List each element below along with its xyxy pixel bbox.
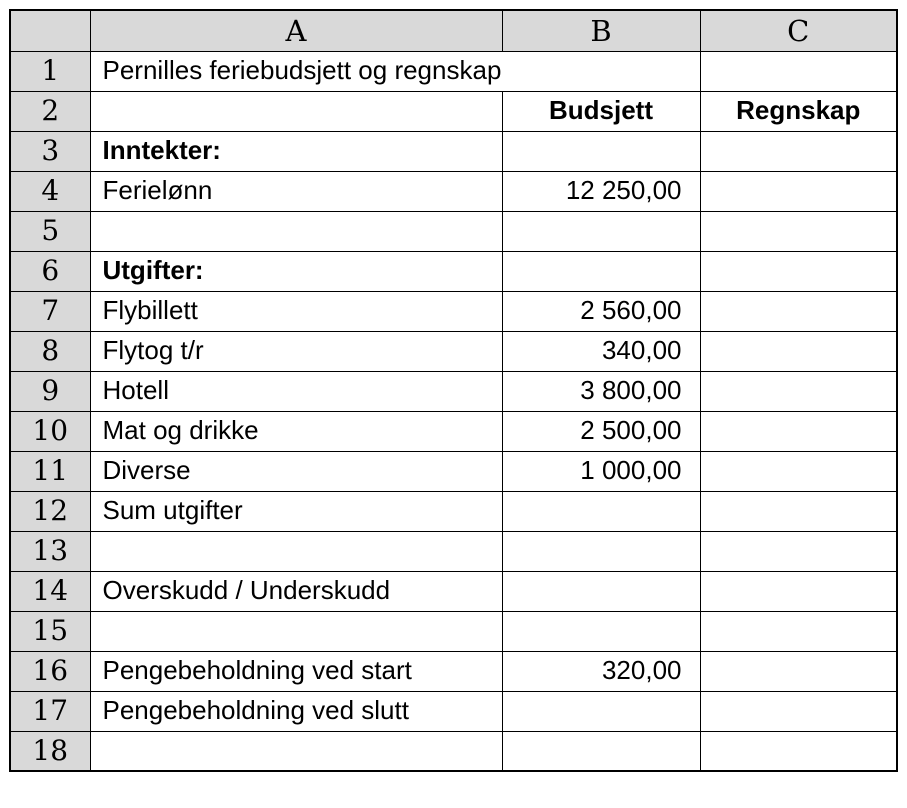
row-header[interactable]: 7 (10, 291, 90, 331)
cell-a14[interactable]: Overskudd / Underskudd (90, 571, 502, 611)
cell-b12[interactable] (502, 491, 700, 531)
column-header-b[interactable]: B (502, 10, 700, 51)
cell-a3[interactable]: Inntekter: (90, 131, 502, 171)
table-row (10, 731, 897, 771)
table-row (10, 331, 897, 371)
row-header[interactable]: 1 (10, 51, 90, 91)
cell-c17[interactable] (700, 691, 897, 731)
cell-b17[interactable] (502, 691, 700, 731)
cell-b16[interactable]: 320,00 (502, 651, 700, 691)
cell-a15[interactable] (90, 611, 502, 651)
cell-a9[interactable]: Hotell (90, 371, 502, 411)
row-header[interactable]: 5 (10, 211, 90, 251)
cell-c7[interactable] (700, 291, 897, 331)
cell-a17[interactable]: Pengebeholdning ved slutt (90, 691, 502, 731)
row-header[interactable]: 6 (10, 251, 90, 291)
row-header[interactable]: 14 (10, 571, 90, 611)
row-header[interactable]: 17 (10, 691, 90, 731)
cell-c2[interactable]: Regnskap (700, 91, 897, 131)
column-header-c[interactable]: C (700, 10, 897, 51)
select-all-corner[interactable] (10, 10, 90, 51)
cell-c8[interactable] (700, 331, 897, 371)
row-header[interactable]: 15 (10, 611, 90, 651)
cell-c6[interactable] (700, 251, 897, 291)
table-row (10, 171, 897, 211)
cell-b13[interactable] (502, 531, 700, 571)
cell-c1[interactable] (700, 51, 897, 91)
cell-c5[interactable] (700, 211, 897, 251)
column-header-row (10, 10, 897, 51)
row-header[interactable]: 11 (10, 451, 90, 491)
cell-c11[interactable] (700, 451, 897, 491)
row-header[interactable]: 13 (10, 531, 90, 571)
cell-c4[interactable] (700, 171, 897, 211)
cell-b5[interactable] (502, 211, 700, 251)
cell-c14[interactable] (700, 571, 897, 611)
cell-b11[interactable]: 1 000,00 (502, 451, 700, 491)
table-row (10, 451, 897, 491)
cell-a6[interactable]: Utgifter: (90, 251, 502, 291)
table-row (10, 51, 897, 91)
cell-c9[interactable] (700, 371, 897, 411)
table-row (10, 251, 897, 291)
cell-a8[interactable]: Flytog t/r (90, 331, 502, 371)
cell-a2[interactable] (90, 91, 502, 131)
table-row (10, 131, 897, 171)
table-row (10, 291, 897, 331)
table-row (10, 371, 897, 411)
row-header[interactable]: 8 (10, 331, 90, 371)
cell-b7[interactable]: 2 560,00 (502, 291, 700, 331)
cell-c16[interactable] (700, 651, 897, 691)
cell-c13[interactable] (700, 531, 897, 571)
table-row (10, 91, 897, 131)
cell-b2[interactable]: Budsjett (502, 91, 700, 131)
cell-a11[interactable]: Diverse (90, 451, 502, 491)
cell-c3[interactable] (700, 131, 897, 171)
table-row (10, 691, 897, 731)
cell-b8[interactable]: 340,00 (502, 331, 700, 371)
cell-a5[interactable] (90, 211, 502, 251)
cell-a18[interactable] (90, 731, 502, 771)
cell-b15[interactable] (502, 611, 700, 651)
spreadsheet-grid (9, 9, 898, 772)
row-header[interactable]: 9 (10, 371, 90, 411)
cell-a10[interactable]: Mat og drikke (90, 411, 502, 451)
cell-a12[interactable]: Sum utgifter (90, 491, 502, 531)
cell-a13[interactable] (90, 531, 502, 571)
row-header[interactable]: 2 (10, 91, 90, 131)
row-header[interactable]: 4 (10, 171, 90, 211)
column-header-a[interactable]: A (90, 10, 502, 51)
row-header[interactable]: 12 (10, 491, 90, 531)
cell-c10[interactable] (700, 411, 897, 451)
table-row (10, 531, 897, 571)
cell-b3[interactable] (502, 131, 700, 171)
cell-b9[interactable]: 3 800,00 (502, 371, 700, 411)
table-row (10, 491, 897, 531)
cell-c18[interactable] (700, 731, 897, 771)
table-row (10, 411, 897, 451)
cell-a7[interactable]: Flybillett (90, 291, 502, 331)
cell-b14[interactable] (502, 571, 700, 611)
cell-a16[interactable]: Pengebeholdning ved start (90, 651, 502, 691)
cell-c15[interactable] (700, 611, 897, 651)
table-row (10, 651, 897, 691)
table-row (10, 571, 897, 611)
row-header[interactable]: 16 (10, 651, 90, 691)
table-row (10, 611, 897, 651)
table-row (10, 211, 897, 251)
row-header[interactable]: 10 (10, 411, 90, 451)
row-header[interactable]: 3 (10, 131, 90, 171)
cell-c12[interactable] (700, 491, 897, 531)
cell-b18[interactable] (502, 731, 700, 771)
cell-a4[interactable]: Ferielønn (90, 171, 502, 211)
row-header[interactable]: 18 (10, 731, 90, 771)
cell-b10[interactable]: 2 500,00 (502, 411, 700, 451)
cell-a1[interactable]: Pernilles feriebudsjett og regnskap (90, 51, 700, 91)
cell-b6[interactable] (502, 251, 700, 291)
cell-b4[interactable]: 12 250,00 (502, 171, 700, 211)
